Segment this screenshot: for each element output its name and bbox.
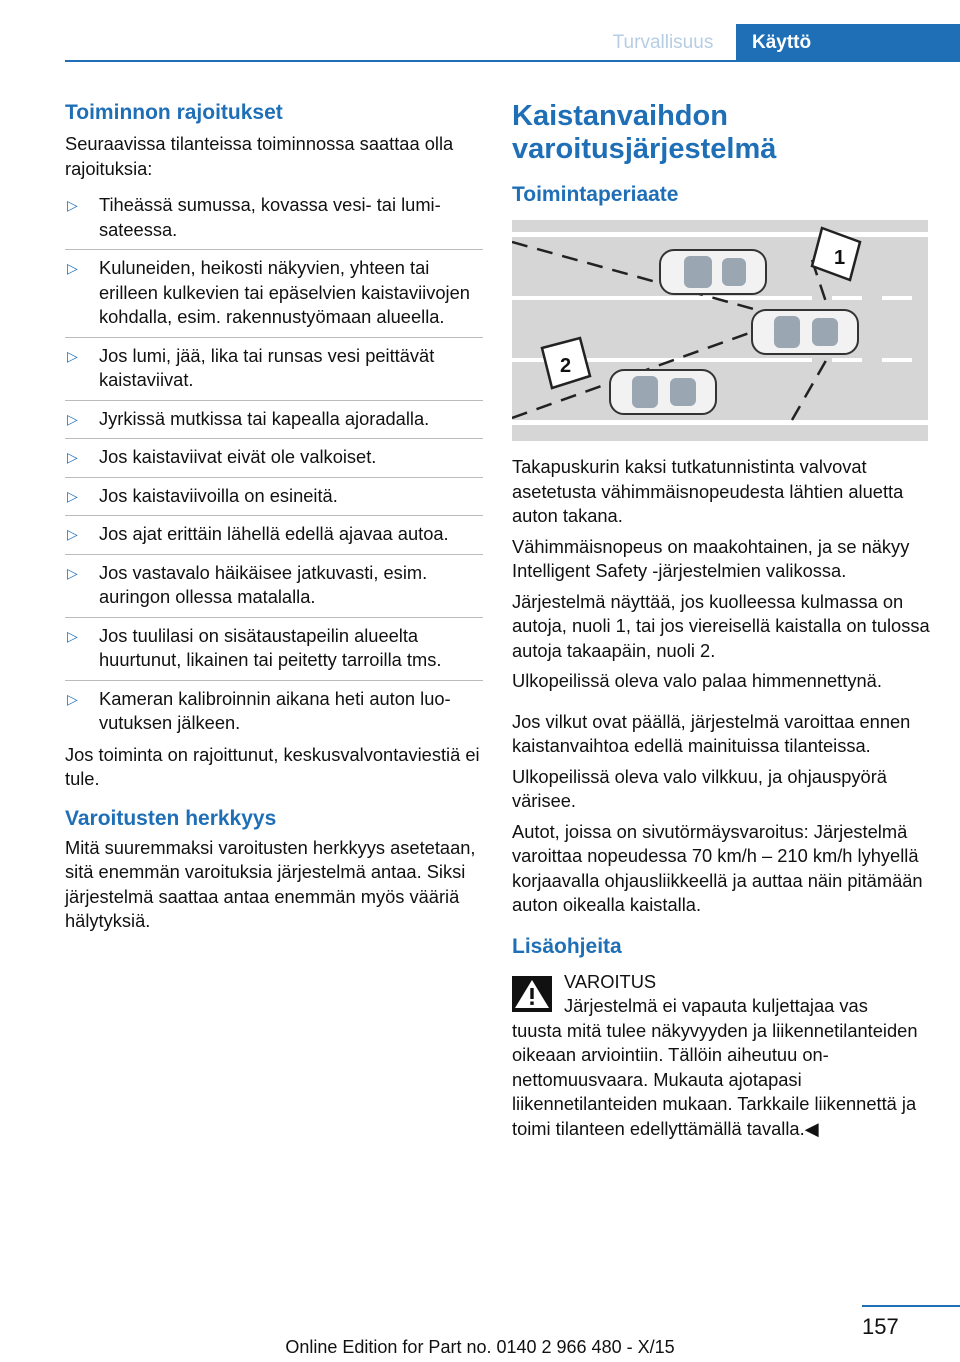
warning-text: tuusta mitä tulee näkyvyyden ja liikennetilanteiden oikeaan arviointiin. Tällöin aiheutuu onnettomuusvaara. Mukauta ajotapasi liikennetilanteiden mukaan. Tarkkaile liikennettä ja toimi tilanteen edellyttämällä tavalla.◀ xyxy=(512,1019,918,1139)
end-mark-icon: ◀ xyxy=(804,1117,819,1139)
heading-limitations: Toiminnon rajoitukset xyxy=(65,101,283,124)
car-bottom xyxy=(610,370,716,414)
page-number: 157 xyxy=(862,1314,899,1339)
list-item: ▷ Jos kaistaviivoilla on esineitä. xyxy=(65,477,483,516)
triangle-bullet-icon: ▷ xyxy=(67,347,78,364)
triangle-bullet-icon: ▷ xyxy=(67,526,78,542)
list-item: ▷ Tiheässä sumussa, kovassa vesi- tai lumisateessa. xyxy=(67,194,441,240)
mirror-dimmed-text: Ulkopeilissä oleva valo palaa himmennettynä. xyxy=(512,670,882,691)
warning-line-1: Järjestelmä ei vapauta kuljettajaa vas xyxy=(564,995,868,1016)
radar-text: Takapuskurin kaksi tutkatunnistinta valvovat asetetusta vähimmäisnopeudesta lähtien aluetta auton takana. xyxy=(512,456,904,526)
list-item: ▷ Jyrkissä mutkissa tai kapealla ajoradalla. xyxy=(65,400,483,439)
limitations-list xyxy=(65,187,483,743)
limitations-note: Jos toiminta on rajoittunut, keskusvalvontaviestiä ei tule. xyxy=(65,743,480,789)
edition-footer: Online Edition for Part no. 0140 2 966 480 - X/15 xyxy=(285,1337,675,1357)
road-illustration xyxy=(512,220,928,441)
triangle-bullet-icon: ▷ xyxy=(67,449,78,465)
list-item: ▷ Jos vastavalo häikäisee jatkuvasti, esim. auringon ollessa matalalla. xyxy=(65,554,483,617)
road-edge-top xyxy=(512,232,928,237)
side-collision-text: Autot, joissa on sivutörmäysvaroitus: Järjestelmä varoittaa nopeudessa 70 km/h – 210 km/h lyhyellä korjaavalla ohjausliikkeellä ja auttaa näin pitämään auton oikealla kaistalla. xyxy=(512,820,923,915)
road-edge-bottom xyxy=(512,420,928,425)
header-tab-safety: Turvallisuus xyxy=(612,32,714,53)
warning-box xyxy=(512,970,930,1142)
triangle-bullet-icon: ▷ xyxy=(67,260,78,276)
list-item: ▷ Jos lumi, jää, lika tai runsas vesi peittävät kaistaviivat. xyxy=(65,337,483,400)
limitations-intro: Seuraavissa tilanteissa toiminnossa saattaa olla rajoituksia: xyxy=(65,133,454,179)
header-rule xyxy=(65,60,960,62)
right-column xyxy=(512,100,930,1141)
heading-more-info: Lisäohjeita xyxy=(512,934,622,958)
list-item: ▷ Jos kaistaviivat eivät ole valkoiset. xyxy=(65,438,483,477)
footer-rule xyxy=(862,1305,960,1307)
car-top xyxy=(660,250,766,294)
car-middle xyxy=(752,310,858,354)
triangle-bullet-icon: ▷ xyxy=(67,410,78,427)
list-item: ▷ Kameran kalibroinnin aikana heti auton luovutuksen jälkeen. xyxy=(65,680,483,743)
list-item: ▷ Jos tuulilasi on sisätaustapeilin alueelta huurtunut, likainen tai peitetty tarroilla tms. xyxy=(65,617,483,680)
turn-signal-text: Jos vilkut ovat päällä, järjestelmä varoittaa ennen kaistanvaihtoa edellä mainituissa tilanteissa. xyxy=(512,710,911,756)
list-item: ▷ Kuluneiden, heikosti näkyvien, yhteen tai erilleen kulkevien tai epäselvien kaistaviivojen kohdalla, esim. rakennustyömaan alueella. xyxy=(65,249,483,337)
triangle-bullet-icon: ▷ xyxy=(67,564,78,581)
left-column xyxy=(65,100,483,934)
triangle-bullet-icon: ▷ xyxy=(67,627,78,644)
svg-text:2: 2 xyxy=(560,355,572,377)
heading-lane-change-warning: Kaistanvaihdon varoitusjärjestelmä xyxy=(512,100,777,165)
triangle-bullet-icon: ▷ xyxy=(67,197,78,213)
heading-principle: Toimintaperiaate xyxy=(512,183,679,206)
min-speed-text: Vähimmäisnopeus on maakohtainen, ja se näkyy Intelligent Safety -järjestelmien valikossa. xyxy=(512,535,910,581)
warning-title: VAROITUS xyxy=(564,970,657,992)
triangle-bullet-icon: ▷ xyxy=(67,487,78,504)
svg-text:1: 1 xyxy=(834,247,846,269)
blind-spot-text: Järjestelmä näyttää, jos kuolleessa kulmassa on autoja, nuoli 1, tai jos viereisellä kaistalla on tulossa autoja takaapäin, nuoli 2. xyxy=(512,590,930,661)
mirror-flash-text: Ulkopeilissä oleva valo vilkkuu, ja ohjauspyörä värisee. xyxy=(512,765,887,811)
warning-icon xyxy=(512,976,552,1012)
lane-change-diagram xyxy=(512,220,928,441)
sensitivity-text: Mitä suuremmaksi varoitusten herkkyys asetetaan, sitä enemmän varoituksia järjestelmä antaa. Siksi järjestelmä saattaa antaa enemmän myös vääriä hälytyksiä. xyxy=(65,836,476,931)
list-item: ▷ Jos ajat erittäin lähellä edellä ajavaa autoa. xyxy=(65,515,483,554)
heading-sensitivity: Varoitusten herkkyys xyxy=(65,806,277,830)
triangle-bullet-icon: ▷ xyxy=(67,690,78,707)
header-tab-use: Käyttö xyxy=(736,24,960,61)
